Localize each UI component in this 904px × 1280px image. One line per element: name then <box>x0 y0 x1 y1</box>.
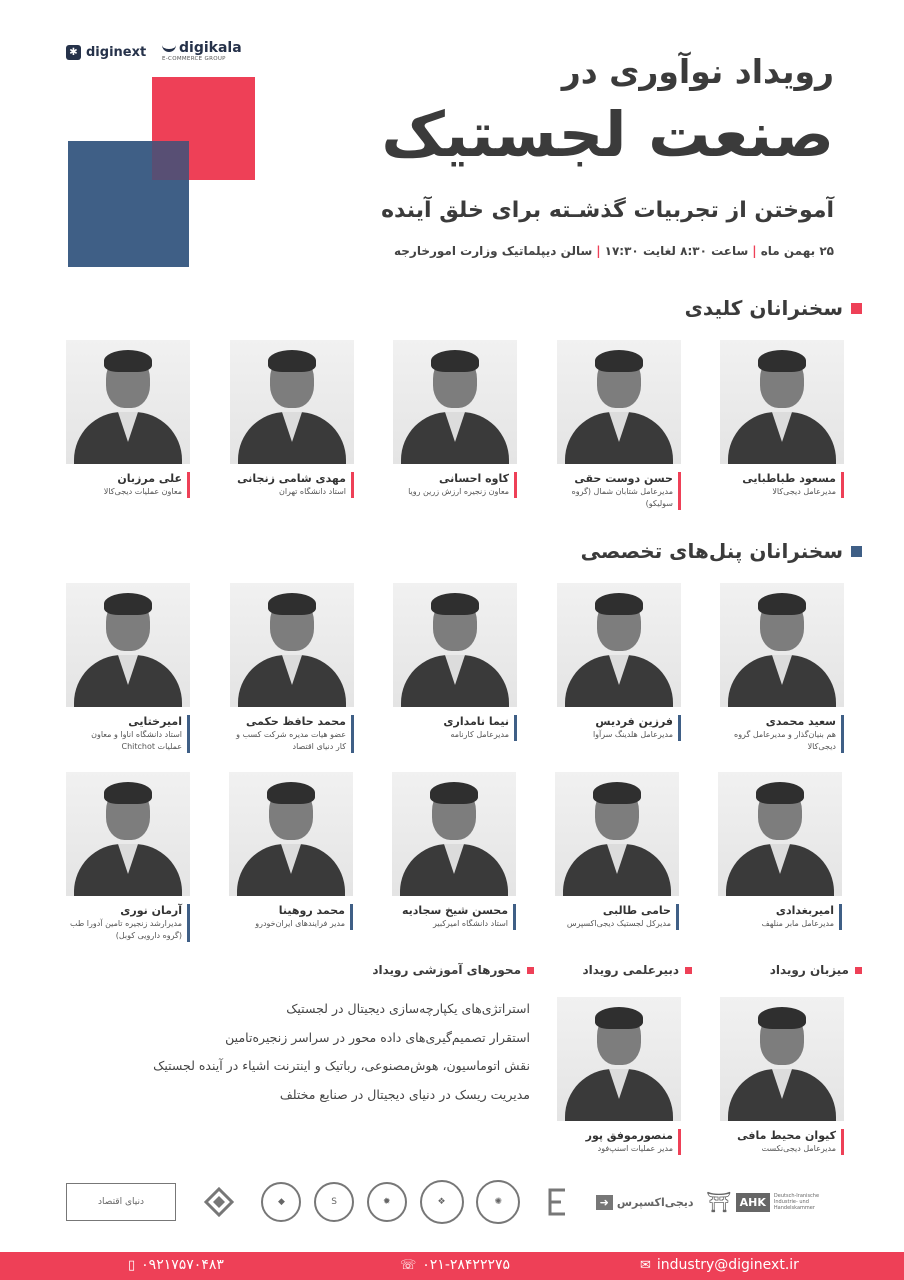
topic-item: استقرار تصمیم‌گیری‌های داده محور در سراسر زنجیره‌تامین <box>225 1029 530 1045</box>
email-icon: ✉ <box>640 1257 651 1273</box>
panel-speaker-card: آرمان نوری مدیرارشد زنجیره تامین آدورا طب (گروه دارویی کوبل) <box>66 772 190 942</box>
digikala-smile-icon <box>162 42 176 52</box>
speaker-photo <box>557 583 681 707</box>
speaker-photo <box>720 583 844 707</box>
event-title-line1: رویداد نوآوری در <box>561 52 834 91</box>
host-card: کیوان محیط مافی مدیرعامل دیجی‌نکست <box>720 997 844 1155</box>
speaker-photo <box>230 583 354 707</box>
footer-mobile[interactable]: ▯ ۰۹۲۱۷۵۷۰۴۸۳ <box>128 1257 224 1273</box>
mobile-icon: ▯ <box>128 1257 136 1273</box>
topics-list <box>90 995 530 1109</box>
speaker-card: مسعود طباطبایی مدیرعامل دیجی‌کالا <box>720 340 844 498</box>
speaker-photo <box>230 340 354 464</box>
diginext-logo: ✱ diginext <box>66 45 146 60</box>
partner-e-logo <box>533 1184 583 1220</box>
ahk-logo: ⛩ AHK Deutsch-Iranische Industrie- und Handelskammer <box>706 1190 820 1214</box>
partner-logo-2 <box>189 1184 249 1220</box>
heading-bullet-icon <box>527 967 534 974</box>
speaker-photo <box>557 340 681 464</box>
partner-swirl-logo: S <box>314 1182 354 1222</box>
event-info: ۲۵ بهمن ماه|ساعت ۸:۳۰ لغایت ۱۷:۳۰|سالن دیپلماتیک وزارت امورخارجه <box>394 244 834 258</box>
panel-speaker-card: محمد حافظ حکمی عضو هیات مدیره شرکت کسب و کار دنیای اقتصاد <box>230 583 354 753</box>
scientific-heading: دبیرعلمی رویداد <box>582 963 692 977</box>
host-heading: میزبان رویداد <box>770 963 862 977</box>
university-seal-logo: ✹ <box>367 1182 407 1222</box>
decor-overlap-square <box>152 141 189 180</box>
speaker-photo <box>718 772 842 896</box>
topic-item: نقش اتوماسیون، هوش‌مصنوعی، رباتیک و اینترنت اشیاء در آینده لجستیک <box>153 1058 530 1073</box>
speaker-photo <box>720 340 844 464</box>
event-title-line2: صنعت لجستیک <box>381 98 834 171</box>
event-subtitle: آموختن از تجربیات گذشـته برای خلق آینده <box>381 198 834 223</box>
speaker-photo <box>720 997 844 1121</box>
event-date: ۲۵ بهمن ماه <box>760 244 834 258</box>
event-venue: سالن دیپلماتیک وزارت امورخارجه <box>394 244 593 258</box>
tehran-university-logo: ❖ <box>420 1180 464 1224</box>
heading-bullet-icon <box>855 967 862 974</box>
partner-seal-logo: ◆ <box>261 1182 301 1222</box>
panel-speaker-card: حامی طالبی مدیرکل لجستیک دیجی‌اکسپرس <box>555 772 679 930</box>
digiexpress-arrow-icon: ➜ <box>596 1195 613 1210</box>
scientific-card: منصورموفق پور مدیر عملیات اسنپ‌فود <box>557 997 681 1155</box>
panel-speaker-card: محمد روهینا مدیر فرایندهای ایران‌خودرو <box>229 772 353 930</box>
speaker-photo <box>66 772 190 896</box>
footer-email[interactable]: ✉ industry@diginext.ir <box>640 1257 799 1273</box>
speaker-card: کاوه احسانی معاون زنجیره ارزش زرین رویا <box>393 340 517 498</box>
topics-heading: محورهای آموزشی رویداد <box>372 963 534 977</box>
panel-speaker-card: امیربغدادی مدیرعامل مابر منلهف <box>718 772 842 930</box>
event-time: ساعت ۸:۳۰ لغایت ۱۷:۳۰ <box>604 244 749 258</box>
digiexpress-logo: ➜ دیجی‌اکسپرس <box>596 1184 694 1220</box>
speaker-card: علی مرزبان معاون عملیات دیجی‌کالا <box>66 340 190 498</box>
heading-bullet-icon <box>851 546 862 557</box>
speaker-card: حسن دوست حقی مدیرعامل شتابان شمال (گروه سولیکو) <box>557 340 681 510</box>
chamber-commerce-logo: ✺ <box>476 1180 520 1224</box>
topic-item: مدیریت ریسک در دنیای دیجیتال در صنایع مختلف <box>279 1086 530 1102</box>
panel-speaker-card: فرزین فردیس مدیرعامل هلدینگ سرآوا <box>557 583 681 741</box>
partner-logos <box>66 1178 844 1226</box>
diamond-logo-icon <box>204 1187 234 1217</box>
phone-icon: ☏ <box>400 1257 417 1273</box>
topic-item: استراتژی‌های یکپارچه‌سازی دیجیتال در لجستیک <box>286 1001 530 1016</box>
diginext-mark-icon: ✱ <box>66 45 81 60</box>
panel-speaker-card: امیرختایی استاد دانشگاه اناوا و معاون عملیات Chitchot <box>66 583 190 753</box>
speaker-photo <box>66 583 190 707</box>
digikala-logo: digikala E-COMMERCE GROUP <box>162 40 242 62</box>
panel-speaker-card: نیما نامداری مدیرعامل کارنامه <box>393 583 517 741</box>
panel-speaker-card: سعید محمدی هم بنیان‌گذار و مدیرعامل گروه دیجی‌کالا <box>720 583 844 753</box>
speaker-photo <box>229 772 353 896</box>
donya-eqtesad-logo: دنیای اقتصاد <box>66 1183 176 1221</box>
speaker-photo <box>393 340 517 464</box>
heading-bullet-icon <box>851 303 862 314</box>
speaker-photo <box>392 772 516 896</box>
speaker-photo <box>393 583 517 707</box>
speaker-card: مهدی شامی زنجانی استاد دانشگاه تهران <box>230 340 354 498</box>
speaker-photo <box>66 340 190 464</box>
heading-bullet-icon <box>685 967 692 974</box>
e-mark-icon <box>545 1187 571 1217</box>
panel-speaker-card: محسن شیخ سجادیه استاد دانشگاه امیرکبیر <box>392 772 516 930</box>
speaker-photo <box>555 772 679 896</box>
panel-heading: سخنرانان پنل‌های تخصصی <box>581 539 862 563</box>
keynote-heading: سخنرانان کلیدی <box>685 296 862 320</box>
ahk-tower-icon: ⛩ <box>706 1190 732 1214</box>
footer-phone[interactable]: ☏ ۰۲۱-۲۸۴۲۲۲۷۵ <box>400 1257 511 1273</box>
speaker-photo <box>557 997 681 1121</box>
footer-bar <box>0 1252 904 1280</box>
